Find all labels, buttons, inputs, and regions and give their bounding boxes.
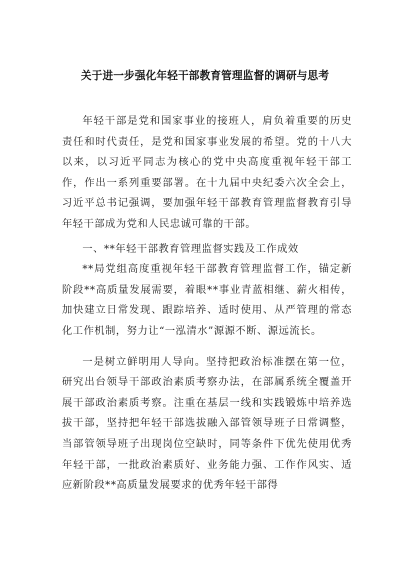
intro-paragraph: 年轻干部是党和国家事业的接班人，肩负着重要的历史责任和时代责任，是党和国家事业发展的希望。党的十八大以来，以习近平同志为核心的党中央高度重视年轻干部工作，作出一系列重要部署。在十九届中央纪委六次全会上，习近平总书记强调，要加强年轻干部教育管理监督教育引导年轻干部成为党和人民忠诚可靠的干部。 [62, 116, 352, 230]
section-heading: 一、**年轻干部教育管理监督实践及工作成效 [82, 243, 299, 255]
document-title: 关于进一步强化年轻干部教育管理监督的调研与思考 [80, 70, 330, 82]
document-body [62, 112, 352, 503]
body-paragraph: 一是树立鲜明用人导向。坚持把政治标准摆在第一位，研究出台领导干部政治素质考察办法，在部属系统全覆盖开展干部政治素质考察。注重在基层一线和实践锻炼中培养选拔干部，坚持把年轻干部选拔融入部管领导班子日常调整，当部管领导班子出现岗位空缺时，同等条件下优先使用优秀年轻干部，一批政治素质好、业务能力强、工作作风实、适应新阶段**高质量发展要求的优秀年轻干部得 [62, 356, 352, 492]
body-paragraph: **局党组高度重视年轻干部教育管理监督工作，锚定新阶段**高质量发展需要，着眼**事业青蓝相继、薪火相传，加快建立日常发现、跟踪培养、适时使用、从严管理的常态化工作机制，努力让“一泓清水”源源不断、源远流长。 [62, 264, 352, 337]
